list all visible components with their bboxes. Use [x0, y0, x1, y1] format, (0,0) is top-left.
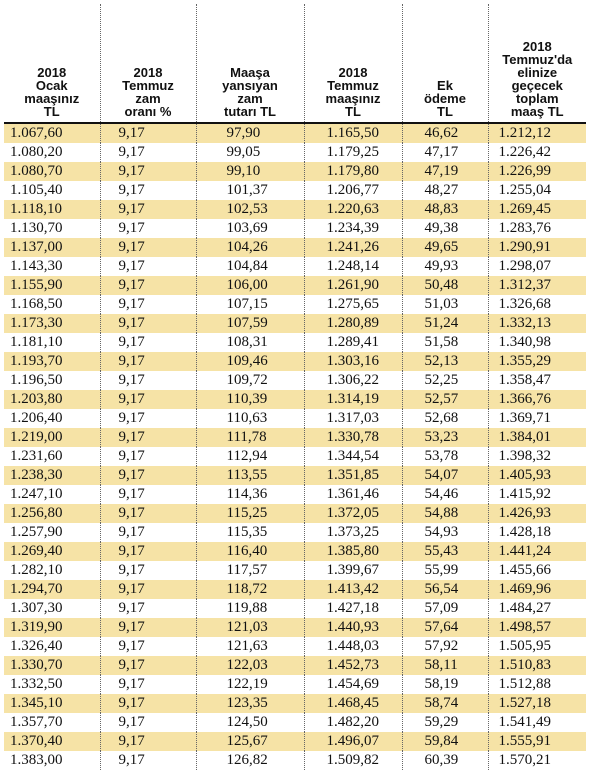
- table-row: [4, 123, 586, 143]
- table-row: [4, 599, 586, 618]
- cell-zam-orani: 9,17: [100, 504, 196, 523]
- cell-ocak-maas: 1.173,30: [4, 314, 100, 333]
- table-row: [4, 542, 586, 561]
- cell-zam-tutari: 101,37: [196, 181, 304, 200]
- cell-ek-odeme: 60,39: [402, 751, 488, 770]
- cell-zam-tutari: 122,19: [196, 675, 304, 694]
- cell-toplam-maas: 1.426,93: [488, 504, 586, 523]
- cell-zam-orani: 9,17: [100, 561, 196, 580]
- cell-ek-odeme: 46,62: [402, 123, 488, 143]
- cell-zam-tutari: 124,50: [196, 713, 304, 732]
- cell-zam-tutari: 112,94: [196, 447, 304, 466]
- table-row: [4, 276, 586, 295]
- cell-toplam-maas: 1.415,92: [488, 485, 586, 504]
- cell-zam-tutari: 110,63: [196, 409, 304, 428]
- cell-temmuz-maas: 1.248,14: [304, 257, 402, 276]
- cell-zam-orani: 9,17: [100, 751, 196, 770]
- cell-ocak-maas: 1.238,30: [4, 466, 100, 485]
- table-row: [4, 675, 586, 694]
- cell-toplam-maas: 1.332,13: [488, 314, 586, 333]
- cell-zam-tutari: 104,84: [196, 257, 304, 276]
- cell-temmuz-maas: 1.482,20: [304, 713, 402, 732]
- table-header: [4, 4, 586, 123]
- cell-temmuz-maas: 1.314,19: [304, 390, 402, 409]
- cell-temmuz-maas: 1.373,25: [304, 523, 402, 542]
- header-zam-tutari: [196, 4, 304, 123]
- cell-toplam-maas: 1.298,07: [488, 257, 586, 276]
- cell-zam-orani: 9,17: [100, 428, 196, 447]
- cell-ek-odeme: 54,07: [402, 466, 488, 485]
- table-row: [4, 447, 586, 466]
- cell-toplam-maas: 1.369,71: [488, 409, 586, 428]
- cell-zam-orani: 9,17: [100, 447, 196, 466]
- cell-toplam-maas: 1.290,91: [488, 238, 586, 257]
- cell-ek-odeme: 51,03: [402, 295, 488, 314]
- cell-ocak-maas: 1.257,90: [4, 523, 100, 542]
- table-row: [4, 238, 586, 257]
- cell-ek-odeme: 49,93: [402, 257, 488, 276]
- cell-zam-tutari: 119,88: [196, 599, 304, 618]
- cell-ocak-maas: 1.155,90: [4, 276, 100, 295]
- cell-ocak-maas: 1.219,00: [4, 428, 100, 447]
- cell-zam-tutari: 99,10: [196, 162, 304, 181]
- cell-ek-odeme: 59,29: [402, 713, 488, 732]
- cell-toplam-maas: 1.355,29: [488, 352, 586, 371]
- table-row: [4, 618, 586, 637]
- header-label: 2018 Temmuz'da elinize geçecek toplam maaş TL: [502, 39, 573, 119]
- cell-zam-orani: 9,17: [100, 295, 196, 314]
- table-row: [4, 561, 586, 580]
- cell-zam-orani: 9,17: [100, 485, 196, 504]
- cell-ek-odeme: 54,88: [402, 504, 488, 523]
- cell-zam-orani: 9,17: [100, 276, 196, 295]
- cell-ocak-maas: 1.332,50: [4, 675, 100, 694]
- cell-ek-odeme: 56,54: [402, 580, 488, 599]
- cell-ek-odeme: 49,38: [402, 219, 488, 238]
- table-row: [4, 523, 586, 542]
- header-label: Ek ödeme TL: [424, 78, 466, 119]
- cell-zam-orani: 9,17: [100, 371, 196, 390]
- cell-zam-tutari: 109,46: [196, 352, 304, 371]
- cell-temmuz-maas: 1.344,54: [304, 447, 402, 466]
- cell-toplam-maas: 1.441,24: [488, 542, 586, 561]
- cell-ek-odeme: 52,25: [402, 371, 488, 390]
- cell-temmuz-maas: 1.317,03: [304, 409, 402, 428]
- cell-zam-tutari: 121,63: [196, 637, 304, 656]
- cell-zam-tutari: 125,67: [196, 732, 304, 751]
- cell-toplam-maas: 1.269,45: [488, 200, 586, 219]
- table-row: [4, 504, 586, 523]
- header-label: 2018 Temmuz maaşınız TL: [325, 65, 381, 119]
- cell-ocak-maas: 1.307,30: [4, 599, 100, 618]
- cell-toplam-maas: 1.312,37: [488, 276, 586, 295]
- cell-ocak-maas: 1.383,00: [4, 751, 100, 770]
- cell-toplam-maas: 1.255,04: [488, 181, 586, 200]
- cell-ocak-maas: 1.345,10: [4, 694, 100, 713]
- cell-zam-orani: 9,17: [100, 200, 196, 219]
- cell-temmuz-maas: 1.427,18: [304, 599, 402, 618]
- cell-zam-tutari: 103,69: [196, 219, 304, 238]
- cell-temmuz-maas: 1.468,45: [304, 694, 402, 713]
- cell-temmuz-maas: 1.452,73: [304, 656, 402, 675]
- cell-toplam-maas: 1.405,93: [488, 466, 586, 485]
- header-ocak-maas: [4, 4, 100, 123]
- cell-ek-odeme: 50,48: [402, 276, 488, 295]
- cell-zam-tutari: 126,82: [196, 751, 304, 770]
- cell-toplam-maas: 1.512,88: [488, 675, 586, 694]
- cell-zam-orani: 9,17: [100, 219, 196, 238]
- cell-ek-odeme: 48,27: [402, 181, 488, 200]
- cell-toplam-maas: 1.527,18: [488, 694, 586, 713]
- cell-ek-odeme: 52,68: [402, 409, 488, 428]
- cell-zam-orani: 9,17: [100, 390, 196, 409]
- cell-ocak-maas: 1.256,80: [4, 504, 100, 523]
- cell-ek-odeme: 52,57: [402, 390, 488, 409]
- cell-zam-tutari: 118,72: [196, 580, 304, 599]
- table-row: [4, 466, 586, 485]
- cell-toplam-maas: 1.428,18: [488, 523, 586, 542]
- header-toplam-maas: [488, 4, 586, 123]
- cell-zam-orani: 9,17: [100, 618, 196, 637]
- cell-temmuz-maas: 1.206,77: [304, 181, 402, 200]
- cell-zam-orani: 9,17: [100, 675, 196, 694]
- cell-temmuz-maas: 1.179,80: [304, 162, 402, 181]
- table-row: [4, 580, 586, 599]
- cell-ek-odeme: 47,17: [402, 143, 488, 162]
- cell-zam-tutari: 97,90: [196, 123, 304, 143]
- cell-ek-odeme: 53,23: [402, 428, 488, 447]
- cell-ocak-maas: 1.118,10: [4, 200, 100, 219]
- cell-ek-odeme: 57,92: [402, 637, 488, 656]
- cell-toplam-maas: 1.484,27: [488, 599, 586, 618]
- cell-temmuz-maas: 1.289,41: [304, 333, 402, 352]
- cell-zam-orani: 9,17: [100, 314, 196, 333]
- cell-zam-orani: 9,17: [100, 694, 196, 713]
- cell-zam-orani: 9,17: [100, 599, 196, 618]
- cell-temmuz-maas: 1.330,78: [304, 428, 402, 447]
- cell-temmuz-maas: 1.275,65: [304, 295, 402, 314]
- cell-zam-tutari: 107,15: [196, 295, 304, 314]
- cell-ocak-maas: 1.319,90: [4, 618, 100, 637]
- table-row: [4, 314, 586, 333]
- cell-toplam-maas: 1.505,95: [488, 637, 586, 656]
- table-row: [4, 637, 586, 656]
- cell-ek-odeme: 59,84: [402, 732, 488, 751]
- cell-ocak-maas: 1.326,40: [4, 637, 100, 656]
- cell-ocak-maas: 1.168,50: [4, 295, 100, 314]
- cell-toplam-maas: 1.326,68: [488, 295, 586, 314]
- cell-zam-orani: 9,17: [100, 542, 196, 561]
- cell-toplam-maas: 1.366,76: [488, 390, 586, 409]
- cell-zam-orani: 9,17: [100, 123, 196, 143]
- salary-table: [4, 4, 586, 770]
- cell-ocak-maas: 1.357,70: [4, 713, 100, 732]
- cell-ocak-maas: 1.181,10: [4, 333, 100, 352]
- cell-zam-tutari: 109,72: [196, 371, 304, 390]
- cell-ocak-maas: 1.193,70: [4, 352, 100, 371]
- table-row: [4, 352, 586, 371]
- cell-zam-orani: 9,17: [100, 181, 196, 200]
- header-row: [4, 4, 586, 123]
- cell-toplam-maas: 1.212,12: [488, 123, 586, 143]
- table-row: [4, 485, 586, 504]
- cell-ocak-maas: 1.269,40: [4, 542, 100, 561]
- cell-temmuz-maas: 1.496,07: [304, 732, 402, 751]
- cell-temmuz-maas: 1.385,80: [304, 542, 402, 561]
- table-body: [4, 123, 586, 770]
- cell-temmuz-maas: 1.440,93: [304, 618, 402, 637]
- table-row: [4, 409, 586, 428]
- cell-ek-odeme: 53,78: [402, 447, 488, 466]
- cell-zam-tutari: 117,57: [196, 561, 304, 580]
- cell-temmuz-maas: 1.220,63: [304, 200, 402, 219]
- cell-ek-odeme: 47,19: [402, 162, 488, 181]
- cell-zam-orani: 9,17: [100, 580, 196, 599]
- cell-zam-tutari: 123,35: [196, 694, 304, 713]
- cell-ocak-maas: 1.143,30: [4, 257, 100, 276]
- table-row: [4, 257, 586, 276]
- header-label: 2018 Ocak maaşınız TL: [24, 65, 80, 119]
- cell-toplam-maas: 1.469,96: [488, 580, 586, 599]
- cell-ocak-maas: 1.206,40: [4, 409, 100, 428]
- cell-zam-orani: 9,17: [100, 466, 196, 485]
- table-row: [4, 143, 586, 162]
- cell-temmuz-maas: 1.372,05: [304, 504, 402, 523]
- cell-ocak-maas: 1.137,00: [4, 238, 100, 257]
- cell-zam-tutari: 121,03: [196, 618, 304, 637]
- table-row: [4, 181, 586, 200]
- cell-zam-tutari: 110,39: [196, 390, 304, 409]
- cell-toplam-maas: 1.455,66: [488, 561, 586, 580]
- cell-zam-orani: 9,17: [100, 732, 196, 751]
- cell-zam-tutari: 115,25: [196, 504, 304, 523]
- cell-temmuz-maas: 1.306,22: [304, 371, 402, 390]
- table-row: [4, 732, 586, 751]
- cell-toplam-maas: 1.384,01: [488, 428, 586, 447]
- cell-toplam-maas: 1.570,21: [488, 751, 586, 770]
- cell-ek-odeme: 57,64: [402, 618, 488, 637]
- header-zam-orani: [100, 4, 196, 123]
- cell-ocak-maas: 1.370,40: [4, 732, 100, 751]
- cell-ocak-maas: 1.067,60: [4, 123, 100, 143]
- cell-zam-orani: 9,17: [100, 523, 196, 542]
- cell-temmuz-maas: 1.261,90: [304, 276, 402, 295]
- cell-toplam-maas: 1.358,47: [488, 371, 586, 390]
- table-row: [4, 371, 586, 390]
- cell-ek-odeme: 57,09: [402, 599, 488, 618]
- cell-zam-tutari: 122,03: [196, 656, 304, 675]
- table-row: [4, 390, 586, 409]
- cell-temmuz-maas: 1.448,03: [304, 637, 402, 656]
- cell-temmuz-maas: 1.399,67: [304, 561, 402, 580]
- cell-ocak-maas: 1.130,70: [4, 219, 100, 238]
- cell-ek-odeme: 48,83: [402, 200, 488, 219]
- cell-ek-odeme: 58,11: [402, 656, 488, 675]
- cell-temmuz-maas: 1.454,69: [304, 675, 402, 694]
- cell-ek-odeme: 49,65: [402, 238, 488, 257]
- cell-zam-orani: 9,17: [100, 409, 196, 428]
- cell-ocak-maas: 1.330,70: [4, 656, 100, 675]
- cell-ek-odeme: 55,43: [402, 542, 488, 561]
- cell-temmuz-maas: 1.413,42: [304, 580, 402, 599]
- cell-zam-orani: 9,17: [100, 713, 196, 732]
- table-row: [4, 333, 586, 352]
- cell-toplam-maas: 1.510,83: [488, 656, 586, 675]
- cell-zam-tutari: 102,53: [196, 200, 304, 219]
- cell-zam-orani: 9,17: [100, 333, 196, 352]
- table-row: [4, 751, 586, 770]
- cell-toplam-maas: 1.283,76: [488, 219, 586, 238]
- header-label: Maaşa yansıyan zam tutarı TL: [222, 65, 278, 119]
- table-row: [4, 713, 586, 732]
- cell-zam-tutari: 107,59: [196, 314, 304, 333]
- header-ek-odeme: [402, 4, 488, 123]
- cell-zam-orani: 9,17: [100, 656, 196, 675]
- table-row: [4, 694, 586, 713]
- cell-ocak-maas: 1.196,50: [4, 371, 100, 390]
- cell-ocak-maas: 1.203,80: [4, 390, 100, 409]
- cell-toplam-maas: 1.555,91: [488, 732, 586, 751]
- cell-ocak-maas: 1.080,20: [4, 143, 100, 162]
- cell-ek-odeme: 52,13: [402, 352, 488, 371]
- cell-zam-tutari: 115,35: [196, 523, 304, 542]
- header-temmuz-maas: [304, 4, 402, 123]
- cell-toplam-maas: 1.340,98: [488, 333, 586, 352]
- cell-temmuz-maas: 1.361,46: [304, 485, 402, 504]
- cell-toplam-maas: 1.498,57: [488, 618, 586, 637]
- cell-temmuz-maas: 1.509,82: [304, 751, 402, 770]
- table-row: [4, 219, 586, 238]
- cell-ek-odeme: 51,58: [402, 333, 488, 352]
- cell-zam-orani: 9,17: [100, 257, 196, 276]
- cell-ocak-maas: 1.231,60: [4, 447, 100, 466]
- cell-temmuz-maas: 1.234,39: [304, 219, 402, 238]
- cell-temmuz-maas: 1.280,89: [304, 314, 402, 333]
- cell-ocak-maas: 1.282,10: [4, 561, 100, 580]
- cell-zam-tutari: 114,36: [196, 485, 304, 504]
- cell-ek-odeme: 58,19: [402, 675, 488, 694]
- table-row: [4, 428, 586, 447]
- table-row: [4, 162, 586, 181]
- cell-zam-orani: 9,17: [100, 238, 196, 257]
- cell-zam-tutari: 104,26: [196, 238, 304, 257]
- cell-zam-tutari: 99,05: [196, 143, 304, 162]
- cell-toplam-maas: 1.226,99: [488, 162, 586, 181]
- table-row: [4, 656, 586, 675]
- cell-ek-odeme: 51,24: [402, 314, 488, 333]
- cell-zam-orani: 9,17: [100, 352, 196, 371]
- cell-zam-tutari: 116,40: [196, 542, 304, 561]
- cell-ek-odeme: 54,46: [402, 485, 488, 504]
- cell-toplam-maas: 1.541,49: [488, 713, 586, 732]
- table-row: [4, 295, 586, 314]
- table-row: [4, 200, 586, 219]
- cell-ocak-maas: 1.294,70: [4, 580, 100, 599]
- cell-zam-orani: 9,17: [100, 637, 196, 656]
- cell-toplam-maas: 1.398,32: [488, 447, 586, 466]
- cell-temmuz-maas: 1.241,26: [304, 238, 402, 257]
- cell-ocak-maas: 1.105,40: [4, 181, 100, 200]
- cell-zam-tutari: 108,31: [196, 333, 304, 352]
- cell-ek-odeme: 54,93: [402, 523, 488, 542]
- cell-zam-orani: 9,17: [100, 162, 196, 181]
- cell-zam-tutari: 113,55: [196, 466, 304, 485]
- header-label: 2018 Temmuz zam oranı %: [122, 65, 174, 119]
- cell-ocak-maas: 1.080,70: [4, 162, 100, 181]
- cell-temmuz-maas: 1.351,85: [304, 466, 402, 485]
- cell-temmuz-maas: 1.179,25: [304, 143, 402, 162]
- cell-temmuz-maas: 1.303,16: [304, 352, 402, 371]
- cell-temmuz-maas: 1.165,50: [304, 123, 402, 143]
- cell-ek-odeme: 58,74: [402, 694, 488, 713]
- cell-ocak-maas: 1.247,10: [4, 485, 100, 504]
- cell-zam-orani: 9,17: [100, 143, 196, 162]
- cell-zam-tutari: 106,00: [196, 276, 304, 295]
- cell-ek-odeme: 55,99: [402, 561, 488, 580]
- cell-toplam-maas: 1.226,42: [488, 143, 586, 162]
- cell-zam-tutari: 111,78: [196, 428, 304, 447]
